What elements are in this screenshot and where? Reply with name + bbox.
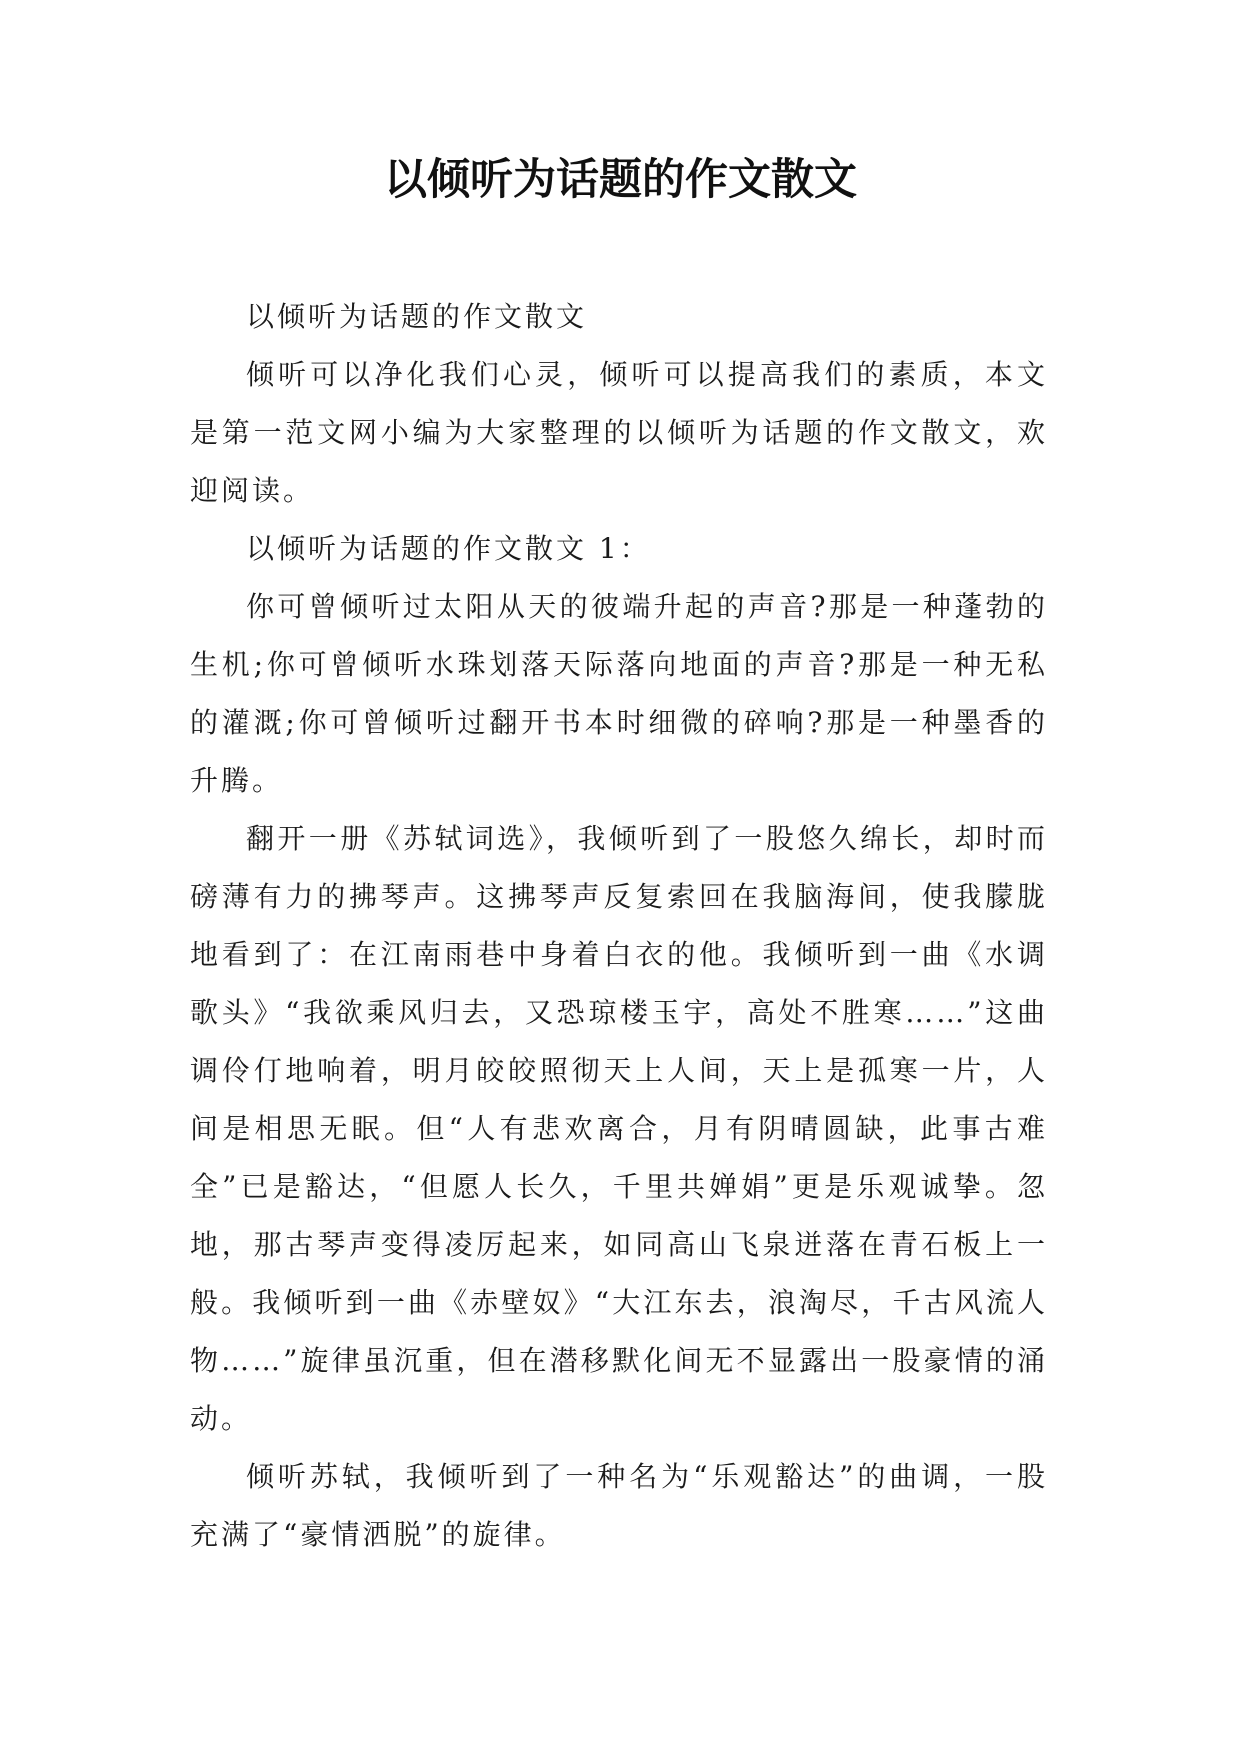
paragraph-subtitle: 以倾听为话题的作文散文 <box>246 300 588 333</box>
paragraph-intro: 倾听可以净化我们心灵，倾听可以提高我们的素质，本文是第一范文网小编为大家整理的以倾听为话题的作文散文，欢迎阅读。 <box>190 358 1048 507</box>
document-body <box>190 288 1048 1564</box>
paragraph-essay-3: 倾听苏轼，我倾听到了一种名为“乐观豁达”的曲调，一股充满了“豪情洒脱”的旋律。 <box>190 1460 1048 1551</box>
document-title: 以倾听为话题的作文散文 <box>384 155 857 205</box>
paragraph-essay-1: 你可曾倾听过太阳从天的彼端升起的声音?那是一种蓬勃的生机;你可曾倾听水珠划落天际落向地面的声音?那是一种无私的灌溉;你可曾倾听过翻开书本时细微的碎响?那是一种墨香的升腾。 <box>190 590 1048 797</box>
paragraph-essay-2: 翻开一册《苏轼词选》，我倾听到了一股悠久绵长，却时而磅薄有力的拂琴声。这拂琴声反复索回在我脑海间，使我朦胧地看到了：在江南雨巷中身着白衣的他。我倾听到一曲《水调歌头》“我欲乘风归去，又恐琼楼玉宇，高处不胜寒……”这曲调伶仃地响着，明月皎皎照彻天上人间，天上是孤寒一片，人间是相思无眠。但“人有悲欢离合，月有阴晴圆缺，此事古难全”已是豁达，“但愿人长久，千里共婵娟”更是乐观诚挚。忽地，那古琴声变得凌厉起来，如同高山飞泉迸落在青石板上一般。我倾听到一曲《赤壁奴》“大江东去，浪淘尽，千古风流人物……”旋律虽沉重，但在潜移默化间无不显露出一股豪情的涌动。 <box>190 822 1048 1435</box>
paragraph-essay-heading: 以倾听为话题的作文散文 1： <box>246 532 651 565</box>
